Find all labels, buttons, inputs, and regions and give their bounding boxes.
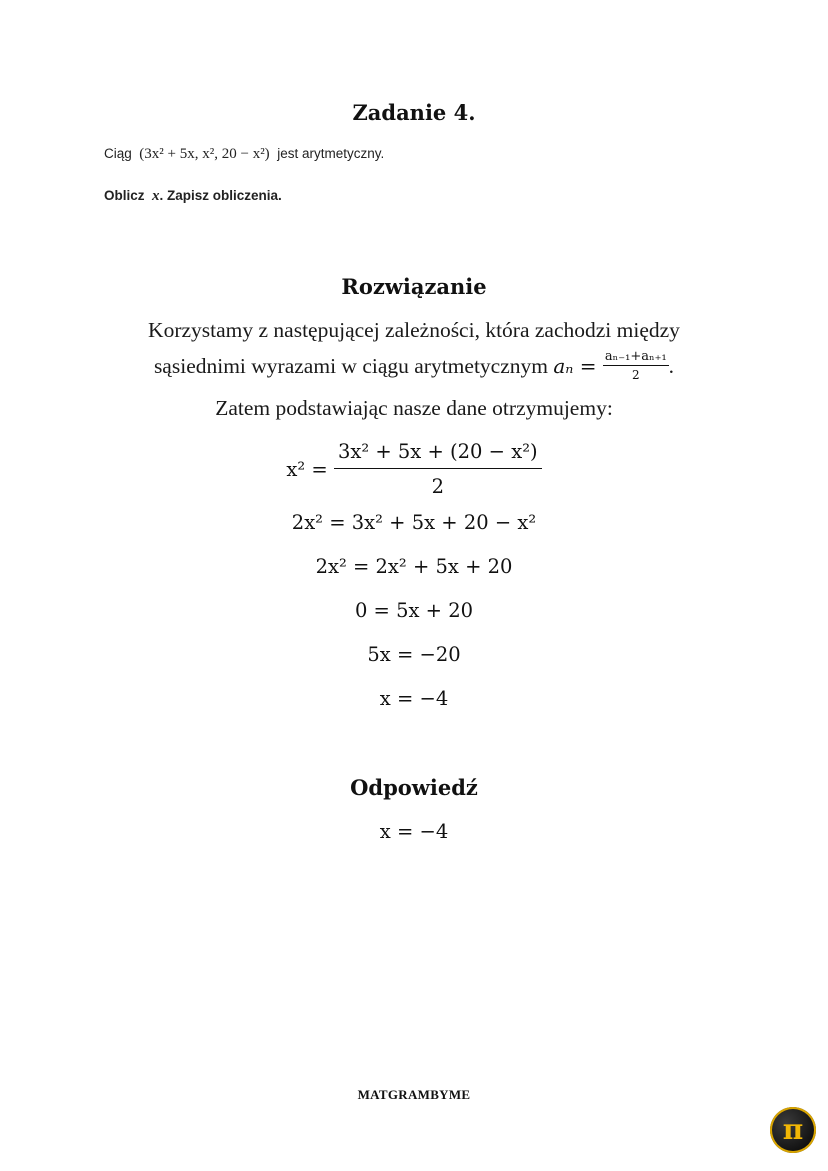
equation-1-fraction (334, 440, 542, 498)
equation-1 (0, 440, 828, 498)
answer-heading: Odpowiedź (350, 775, 478, 800)
solution-heading: Rozwiązanie (341, 274, 487, 299)
task-line1-suffix: jest arytmetyczny. (277, 146, 385, 161)
equation-1-numerator: 3x² + 5x + (20 − x²) (334, 440, 542, 469)
solution-paragraph-line2-text: sąsiednimi wyrazami w ciągu arytmetycznym (153, 354, 548, 378)
solution-paragraph-line3: Zatem podstawiając nasze dane otrzymujemy: (215, 396, 613, 420)
formula-lhs: aₙ = (553, 354, 597, 378)
solution-paragraph-line2 (0, 350, 828, 381)
formula-denominator: 2 (631, 368, 640, 382)
equation-4: 0 = 5x + 20 (354, 599, 474, 622)
equation-6: x = −4 (379, 687, 449, 710)
task-instruction-var: x (152, 188, 160, 204)
formula-numerator: aₙ₋₁+aₙ₊₁ (604, 349, 667, 364)
task-title: Zadanie 4. (352, 100, 476, 125)
answer-value: x = −4 (379, 820, 449, 843)
formula-end: . (668, 354, 675, 378)
pi-logo-icon (770, 1107, 816, 1153)
equation-1-denominator: 2 (431, 475, 444, 498)
recurrence-formula (553, 349, 668, 382)
equation-5: 5x = −20 (367, 643, 461, 666)
formula-fraction (603, 350, 669, 381)
task-sequence: (3x² + 5x, x², 20 − x²) (139, 146, 270, 162)
equation-1-lhs: x² = (286, 457, 328, 481)
task-line1-prefix: Ciąg (104, 146, 132, 161)
equation-2: 2x² = 3x² + 5x + 20 − x² (291, 511, 537, 534)
solution-paragraph-line1: Korzystamy z następującej zależności, która zachodzi między (148, 318, 680, 342)
task-instruction-a: Oblicz (104, 188, 145, 203)
task-statement (104, 146, 384, 163)
task-instruction (104, 188, 282, 205)
footer-brand: MATGRAMBYME (357, 1087, 471, 1102)
pi-glyph: π (782, 1113, 804, 1146)
task-instruction-b: . Zapisz obliczenia. (159, 188, 282, 203)
equation-3: 2x² = 2x² + 5x + 20 (315, 555, 513, 578)
